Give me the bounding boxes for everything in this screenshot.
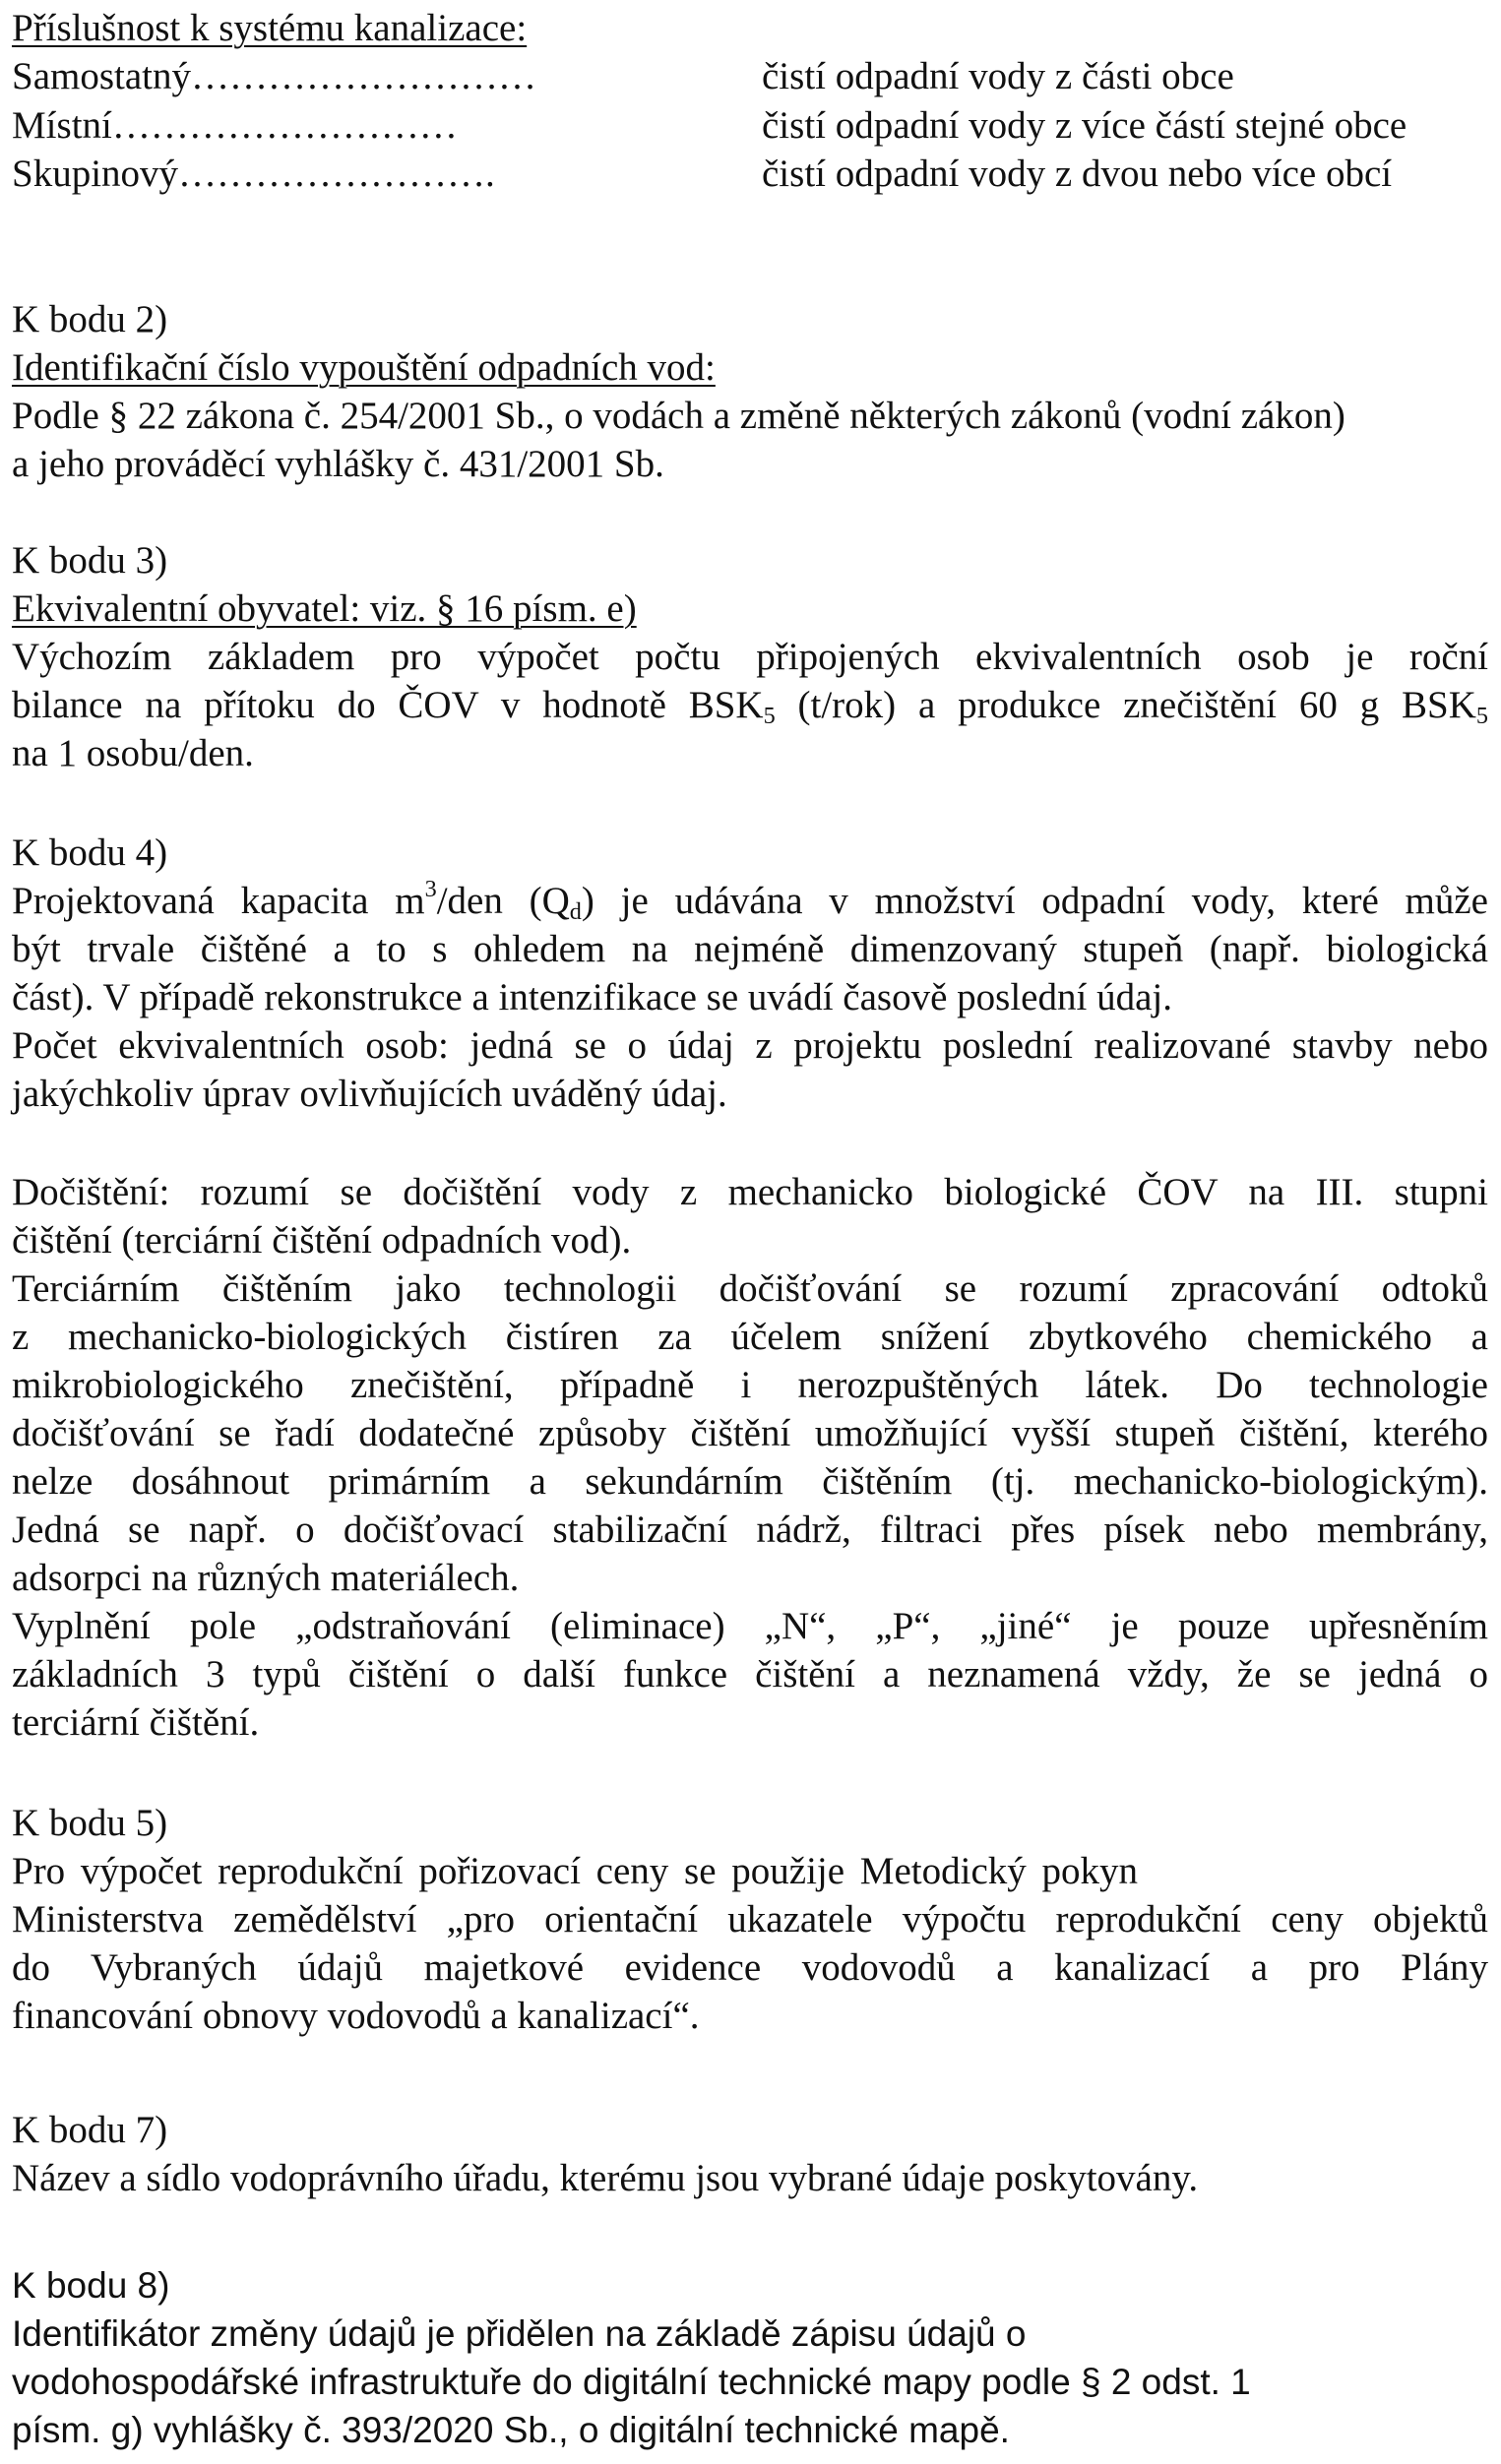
section-heading: K bodu 2) [12,298,168,340]
paragraph-line: na 1 osobu/den. [12,732,254,774]
section-bod-8 [12,2261,1488,2454]
paragraph-line: nelze dosáhnout primárním a sekundárním čištěním (tj. mechanicko-biologickým). [12,1460,1488,1503]
section-heading-system: Příslušnost k systému kanalizace: [12,7,528,49]
paragraph-line: Název a sídlo vodoprávního úřadu, kterému jsou vybrané údaje poskytovány. [12,2157,1199,2199]
section-subheading: Identifikační číslo vypouštění odpadních vod: [12,346,716,389]
text-run: bilance na přítoku do ČOV v hodnotě BSK [12,684,764,726]
section-bod-4 [12,829,1488,1118]
section-heading: K bodu 8) [12,2265,170,2306]
paragraph-line: Počet ekvivalentních osob: jedná se o údaj z projektu poslední realizované stavby nebo [12,1024,1488,1067]
text-run: /den (Q [436,880,570,922]
paragraph-line: Ministerstva zemědělství „pro orientační ukazatele výpočtu reprodukční ceny objektů [12,1898,1488,1940]
section-bod-2 [12,295,1488,488]
paragraph-line: dočišťování se řadí dodatečné způsoby čištění umožňující vyšší stupeň čištění, kterého [12,1412,1488,1454]
text-run: Projektovaná kapacita m [12,880,425,922]
system-row-label: Skupinový……………………. [12,153,495,195]
paragraph-line: financování obnovy vodovodů a kanalizací“. [12,1995,700,2037]
subscript: d [569,898,582,926]
paragraph-line: vodohospodářské infrastruktuře do digitální technické mapy podle § 2 odst. 1 [12,2362,1251,2402]
section-heading: K bodu 4) [12,832,168,874]
paragraph-line: do Vybraných údajů majetkové evidence vodovodů a kanalizací a pro Plány [12,1946,1488,1989]
paragraph-line: být trvale čištěné a to s ohledem na nejméně dimenzovaný stupeň (např. biologická [12,928,1488,970]
text-run: ) je udávána v množství odpadní vody, které může [581,880,1488,922]
system-row-skupinovy [12,150,1488,198]
subscript: 5 [763,703,776,730]
section-heading: K bodu 3) [12,539,168,582]
section-subheading: Ekvivalentní obyvatel: viz. § 16 písm. e) [12,587,637,630]
paragraph-line: z mechanicko-biologických čistíren za účelem snížení zbytkového chemického a [12,1316,1488,1358]
paragraph-line: Identifikátor změny údajů je přidělen na základě zápisu údajů o [12,2313,1027,2354]
paragraph-line: čištění (terciární čištění odpadních vod). [12,1219,632,1262]
paragraph-line: terciární čištění. [12,1701,260,1744]
paragraph-line: Terciárním čištěním jako technologii dočišťování se rozumí zpracování odtoků [12,1267,1488,1310]
system-row-desc: čistí odpadní vody z části obce [762,55,1234,97]
paragraph-line: Pro výpočet reprodukční pořizovací ceny se použije Metodický pokyn [12,1850,1139,1892]
section-heading: K bodu 5) [12,1802,168,1844]
paragraph-line: základních 3 typů čištění o další funkce čištění a neznamená vždy, že se jedná o [12,1653,1488,1695]
system-row-mistni [12,101,1488,150]
paragraph-line: Vyplnění pole „odstraňování (eliminace) „N“, „P“, „jiné“ je pouze upřesněním [12,1605,1488,1647]
paragraph-line: Dočištění: rozumí se dočištění vody z mechanicko biologické ČOV na III. stupni [12,1171,1488,1213]
system-row-label: Samostatný……………………… [12,55,536,97]
paragraph-line [12,877,1488,925]
superscript: 3 [424,876,437,903]
paragraph-line: Jedná se např. o dočišťovací stabilizační nádrž, filtraci přes písek nebo membrány, [12,1509,1488,1551]
paragraph-line: část). V případě rekonstrukce a intenzifikace se uvádí časově poslední údaj. [12,976,1172,1018]
paragraph-line [12,681,1488,729]
system-row-label: Místní……………………… [12,104,458,147]
section-bod-3 [12,536,1488,777]
paragraph-line: Podle § 22 zákona č. 254/2001 Sb., o vodách a změně některých zákonů (vodní zákon) [12,395,1345,437]
section-bod-7 [12,2106,1488,2202]
paragraph-line: adsorpci na různých materiálech. [12,1557,520,1599]
paragraph-line: jakýchkoliv úprav ovlivňujících uváděný údaj. [12,1073,727,1115]
system-row-desc: čistí odpadní vody z dvou nebo více obcí [762,153,1393,195]
section-heading: K bodu 7) [12,2109,168,2151]
subscript: 5 [1475,703,1488,730]
system-row-desc: čistí odpadní vody z více částí stejné obce [762,104,1407,147]
paragraph-line: a jeho prováděcí vyhlášky č. 431/2001 Sb. [12,443,664,485]
paragraph-line: Výchozím základem pro výpočet počtu připojených ekvivalentních osob je roční [12,636,1488,678]
paragraph-line: mikrobiologického znečištění, případně i nerozpuštěných látek. Do technologie [12,1364,1488,1406]
section-docisteni [12,1168,1488,1747]
paragraph-line: písm. g) vyhlášky č. 393/2020 Sb., o digitální technické mapě. [12,2410,1010,2450]
system-row-samostatny [12,52,1488,100]
text-run: (t/rok) a produkce znečištění 60 g BSK [775,684,1476,726]
section-bod-5 [12,1799,1488,2040]
